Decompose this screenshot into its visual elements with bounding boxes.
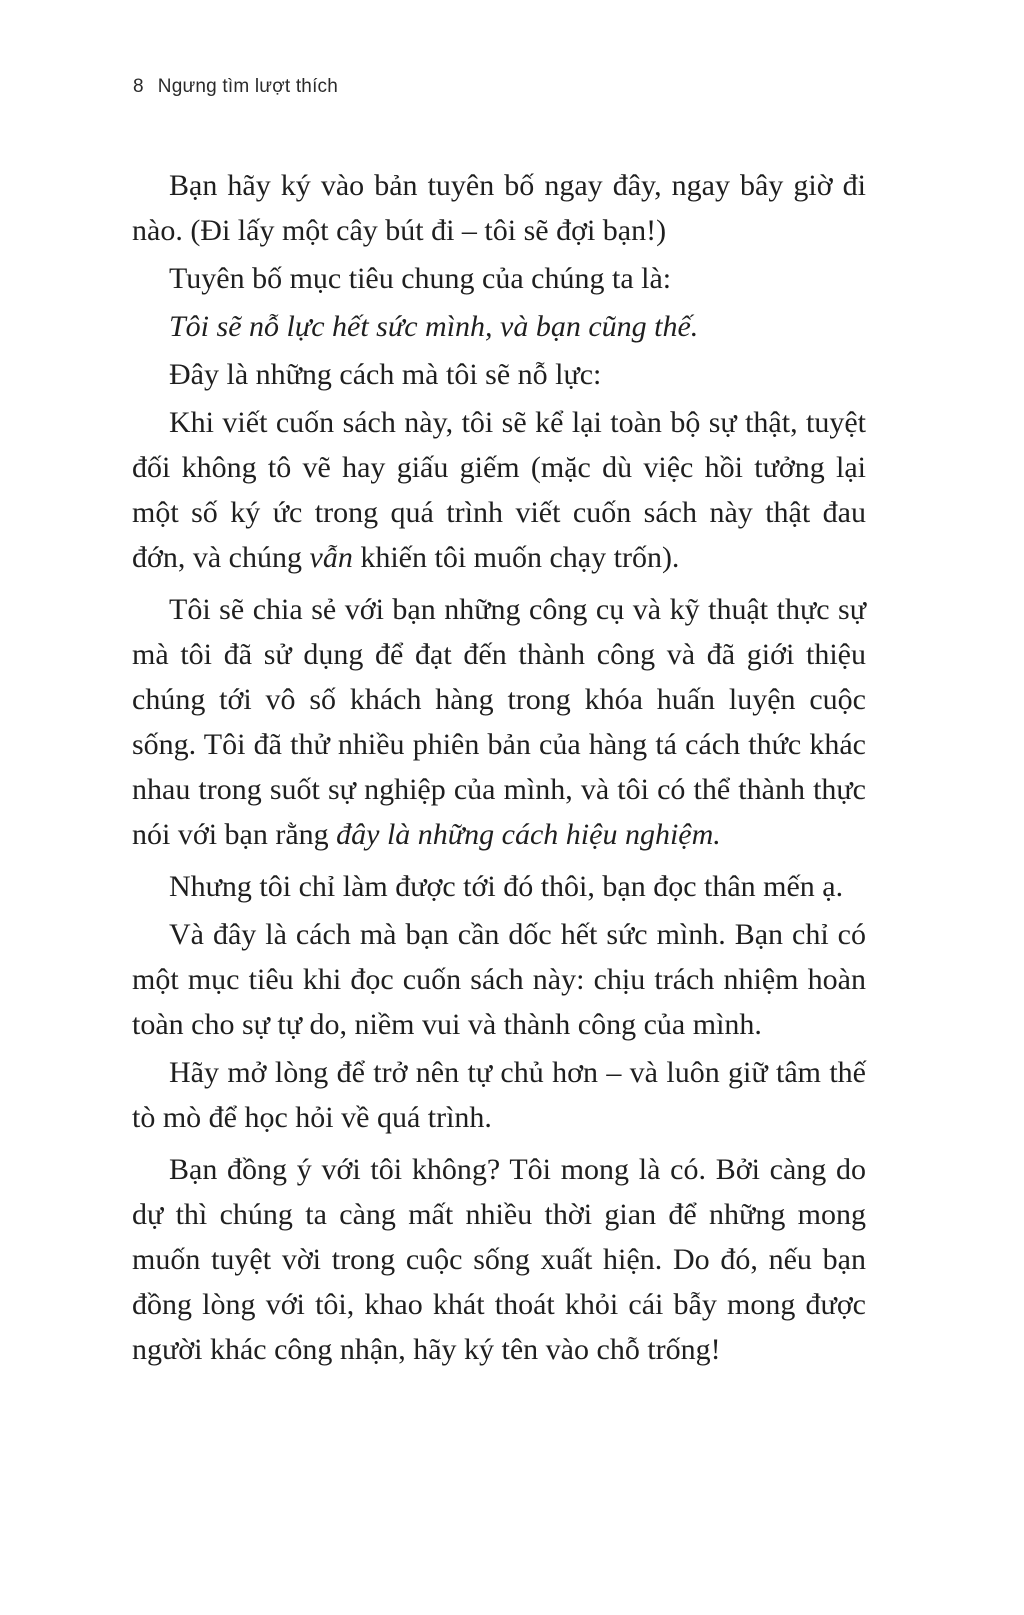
paragraph-text: khiến tôi muốn chạy trốn).	[352, 541, 680, 574]
paragraph-open-mind	[132, 1050, 866, 1140]
paragraph-author-effort-intro	[132, 352, 866, 397]
paragraph-text: Bạn đồng ý với tôi không? Tôi mong là có. Bởi càng do dự thì chúng ta càng mất nhiều thời gian để những mong muốn tuyệt vời trong cuộc sống xuất hiện. Do đó, nếu bạn đồng lòng với tôi, khao khát thoát khỏi cái bẫy mong được người khác công nhận, hãy ký tên vào chỗ trống!	[132, 1153, 866, 1366]
paragraph-text: Tuyên bố mục tiêu chung của chúng ta là:	[169, 262, 672, 295]
paragraph-sign-declaration	[132, 163, 866, 253]
paragraph-reader-effort	[132, 912, 866, 1047]
emphasis-text: vẫn	[309, 541, 353, 574]
paragraph-goal-intro	[132, 256, 866, 301]
page-number: 8	[133, 76, 144, 97]
running-header	[133, 76, 338, 98]
paragraph-text: Và đây là cách mà bạn cần dốc hết sức mình. Bạn chỉ có một mục tiêu khi đọc cuốn sách này: chịu trách nhiệm hoàn toàn cho sự tự do, niềm vui và thành công của mình.	[132, 918, 866, 1041]
paragraph-text: Đây là những cách mà tôi sẽ nỗ lực:	[169, 358, 602, 391]
paragraph-tools	[132, 587, 866, 857]
paragraph-text: Hãy mở lòng để trở nên tự chủ hơn – và luôn giữ tâm thế tò mò để học hỏi về quá trình.	[132, 1056, 866, 1134]
paragraph-text: Tôi sẽ nỗ lực hết sức mình, và bạn cũng thế.	[169, 310, 699, 343]
paragraph-agreement	[132, 1147, 866, 1372]
paragraph-text: Khi viết cuốn sách này, tôi sẽ kể lại toàn bộ sự thật, tuyệt đối không tô vẽ hay giấu giếm (mặc dù việc hồi tưởng lại một số ký ức trong quá trình viết cuốn sách này thật đau đớn, và chúng	[132, 406, 866, 574]
paragraph-goal-statement	[132, 304, 866, 349]
emphasis-text: đây là những cách hiệu nghiệm.	[336, 818, 721, 851]
paragraph-limit	[132, 864, 866, 909]
paragraph-text: Bạn hãy ký vào bản tuyên bố ngay đây, ngay bây giờ đi nào. (Đi lấy một cây bút đi – tôi sẽ đợi bạn!)	[132, 169, 866, 247]
body-text	[132, 163, 866, 1375]
paragraph-text: Nhưng tôi chỉ làm được tới đó thôi, bạn đọc thân mến ạ.	[169, 870, 844, 903]
running-title: Ngưng tìm lượt thích	[157, 76, 339, 97]
paragraph-honesty	[132, 400, 866, 580]
paragraph-text: Tôi sẽ chia sẻ với bạn những công cụ và kỹ thuật thực sự mà tôi đã sử dụng để đạt đến thành công và đã giới thiệu chúng tới vô số khách hàng trong khóa huấn luyện cuộc sống. Tôi đã thử nhiều phiên bản của hàng tá cách thức khác nhau trong suốt sự nghiệp của mình, và tôi có thể thành thực nói với bạn rằng	[132, 593, 866, 851]
